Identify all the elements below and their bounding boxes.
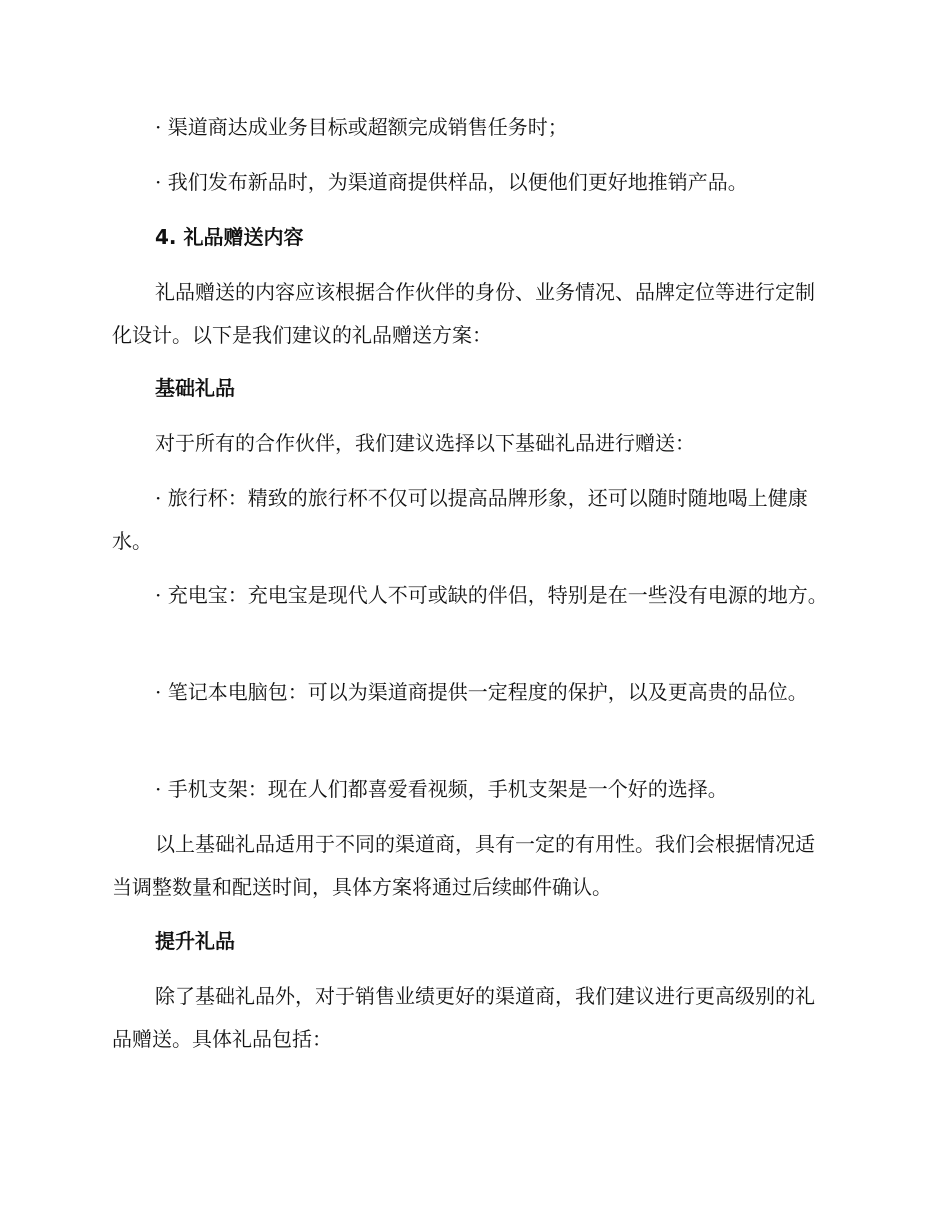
subheading-upgrade-gifts: 提升礼品	[155, 929, 235, 953]
paragraph-gift-content-intro: 礼品赠送的内容应该根据合作伙伴的身份、业务情况、品牌定位等进行定制化设计。以下是我们建议的礼品赠送方案：	[112, 280, 815, 347]
bullet-travel-cup: · 旅行杯：精致的旅行杯不仅可以提高品牌形象，还可以随时随地喝上健康水。	[112, 486, 808, 553]
bullet-laptop-bag: · 笔记本电脑包：可以为渠道商提供一定程度的保护，以及更高贵的品位。	[155, 680, 808, 704]
bullet-phone-stand: · 手机支架：现在人们都喜爱看视频，手机支架是一个好的选择。	[155, 777, 728, 801]
section-heading-gift-content: 4. 礼品赠送内容	[155, 225, 304, 249]
paragraph-upgrade-gifts-intro: 除了基础礼品外，对于销售业绩更好的渠道商，我们建议进行更高级别的礼品赠送。具体礼品包括：	[112, 984, 815, 1051]
subheading-basic-gifts: 基础礼品	[155, 376, 235, 400]
paragraph-basic-gifts-summary: 以上基础礼品适用于不同的渠道商，具有一定的有用性。我们会根据情况适当调整数量和配送时间，具体方案将通过后续邮件确认。	[112, 832, 815, 899]
bullet-power-bank: · 充电宝：充电宝是现代人不可或缺的伴侣，特别是在一些没有电源的地方。	[155, 583, 828, 607]
paragraph-basic-gifts-intro: 对于所有的合作伙伴，我们建议选择以下基础礼品进行赠送：	[155, 431, 695, 455]
bullet-new-product-samples: · 我们发布新品时，为渠道商提供样品，以便他们更好地推销产品。	[155, 170, 748, 194]
bullet-sales-target: · 渠道商达成业务目标或超额完成销售任务时；	[155, 115, 568, 139]
